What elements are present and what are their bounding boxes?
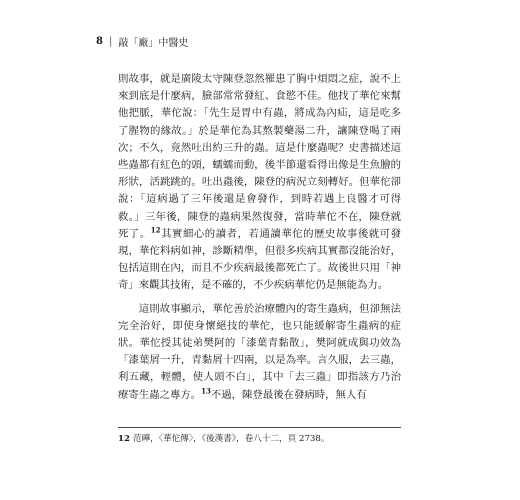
text-line: 為「漆葉屑一升，青黏屑十四兩，以是為率。言久服，去三	[118, 337, 401, 367]
running-header	[96, 34, 188, 49]
text-line: 上來到底是什麼病，臉部常常發紅、食慾不佳。他找了華佗	[118, 73, 401, 103]
footnote-12	[118, 433, 401, 445]
text-line: 症狀。華佗授其徒弟樊阿的「漆葉青黏散」，樊阿就成與功效	[118, 319, 401, 350]
text-line: 喝了兩次；不久，竟然吐出約三升的蟲。這是什麼蟲呢？史	[118, 124, 401, 154]
text-line: 乃治療寄生蟲之專方。	[118, 371, 401, 401]
text-line: 吃多了腥物的緣故。」於是華佗為其熬製藥湯二升，讓陳登	[118, 107, 401, 137]
text-line: 故後世只用「神奇」來觀其技術，是不確的，不少疾病華	[118, 262, 402, 292]
paragraph-1	[118, 71, 401, 295]
book-title: 敲「廠」中醫史	[118, 38, 189, 49]
footnote-divider	[118, 427, 401, 428]
paragraph-2	[118, 301, 401, 404]
footnote-text: 范曄，〈華佗傳〉，《後漢書》，卷八十二，頁 2738。	[132, 434, 330, 444]
text-line: 法完全治好，即使身懷絕技的華佗，也只能緩解寄生蟲病的	[118, 302, 401, 332]
text-line: 來幫他把脈，華佗說：「先生是胃中有蟲，將成為內疝，這是	[118, 90, 402, 120]
text-line: 故事後就可發現，華佗料病如神，診斷精準，但很多疾病其	[118, 227, 402, 258]
main-text	[118, 71, 401, 404]
footnote-ref-13[interactable]: 13	[201, 386, 211, 396]
text-line: 書描述這些蟲都有紅色的頭，蠕蠕而動，後半節還看得出像	[118, 141, 402, 172]
text-line: 佗仍是無能為力。	[305, 279, 389, 292]
text-line: 好。但華佗卻說：「這病過了三年後還是會發作，到時若遇上	[118, 176, 402, 206]
text-line: 良醫才可得救。」三年後，陳登的蟲病果然復發，當時華佗	[118, 193, 401, 223]
text-line: 不過，陳登最後在發病時，無人有	[210, 388, 367, 401]
header-separator: |	[108, 36, 113, 47]
text-line: 則故事，就是廣陵太守陳登忽然罹患了胸中煩悶之症，說不	[118, 73, 391, 85]
text-line: 是生魚膾的形狀，活跳跳的。吐出蟲後，陳登的病況立刻轉	[118, 159, 402, 189]
page-number: 8	[96, 36, 103, 47]
text-line: 這則故事顯示，華佗善於治療體內的寄生蟲病，但卻無	[138, 302, 391, 315]
text-line: 蟲，利五藏，輕體，使人頭不白」，其中「去三蟲」即指該方	[118, 354, 402, 384]
text-line: 其實細心的讀者，若通讀華佗的歷史	[160, 227, 336, 240]
footnote-ref-12[interactable]: 12	[150, 225, 161, 235]
footnote-number: 12	[118, 434, 130, 444]
text-line: 不在，陳登就死了。	[118, 210, 401, 240]
text-line: 實都沒能治好，包括這則在內，而且不少疾病最後都死亡了。	[118, 245, 402, 275]
